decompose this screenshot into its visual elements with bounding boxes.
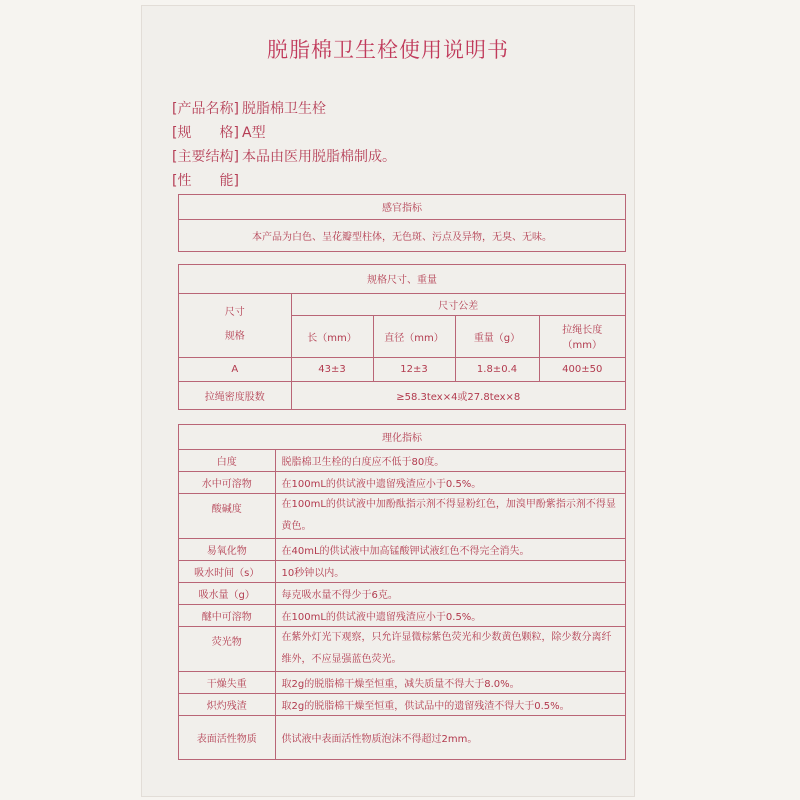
row-text: 在100mL的供试液中加酚酞指示剂不得显粉红色，加溴甲酚紫指示剂不得显黄色。 bbox=[275, 493, 625, 538]
info-label: [产品名称] bbox=[172, 101, 239, 117]
row-name: 水中可溶物 bbox=[179, 471, 275, 493]
row-text: 10秒钟以内。 bbox=[275, 560, 625, 582]
physchem-box bbox=[178, 424, 626, 760]
row-name: 易氧化物 bbox=[179, 538, 275, 560]
row-name: 白度 bbox=[179, 449, 275, 471]
row-text: 脱脂棉卫生栓的白度应不低于80度。 bbox=[275, 449, 625, 471]
row-text: 取2g的脱脂棉干燥至恒重，供试品中的遗留残渣不得大于0.5%。 bbox=[275, 693, 625, 715]
row-text: 在40mL的供试液中加高锰酸钾试液红色不得完全消失。 bbox=[275, 538, 625, 560]
row-text: 在100mL的供试液中遗留残渣应小于0.5%。 bbox=[275, 471, 625, 493]
row-name: 干燥失重 bbox=[179, 671, 275, 693]
row-name: 酸碱度 bbox=[179, 493, 275, 538]
spec-title: 规格尺寸、重量 bbox=[179, 265, 625, 293]
document-title: 脱脂棉卫生栓使用说明书 bbox=[267, 38, 509, 62]
row-name: 炽灼残渣 bbox=[179, 693, 275, 715]
row-name: 荧光物 bbox=[179, 626, 275, 671]
density-value: ≥58.3tex×4或27.8tex×8 bbox=[291, 381, 625, 409]
row-label-a: A bbox=[179, 357, 291, 381]
info-label: [性 能] bbox=[172, 173, 239, 189]
row-header-spec: 规格 bbox=[224, 331, 245, 342]
spec-row-header bbox=[179, 293, 291, 357]
row-name: 表面活性物质 bbox=[179, 715, 275, 759]
info-spec bbox=[172, 122, 266, 142]
tolerance-header: 尺寸公差 bbox=[291, 293, 625, 315]
row-text: 每克吸水量不得少于6克。 bbox=[275, 582, 625, 604]
row-text: 在紫外灯光下观察，只允许显微棕紫色荧光和少数黄色颗粒，除少数分离纤维外，不应显强蓝色荧光。 bbox=[275, 626, 625, 671]
value-weight: 1.8±0.4 bbox=[455, 357, 539, 381]
info-structure bbox=[172, 146, 396, 166]
info-performance bbox=[172, 170, 242, 190]
info-label: [规 格] bbox=[172, 125, 239, 141]
info-value: 脱脂棉卫生栓 bbox=[242, 101, 326, 117]
col-length: 长（mm） bbox=[291, 315, 373, 357]
col-string-length: 拉绳长度（mm） bbox=[539, 315, 625, 357]
instruction-sheet bbox=[142, 6, 634, 796]
sensory-box bbox=[178, 194, 626, 252]
row-name: 吸水量（g） bbox=[179, 582, 275, 604]
info-product-name bbox=[172, 98, 326, 118]
row-text: 取2g的脱脂棉干燥至恒重，减失质量不得大于8.0%。 bbox=[275, 671, 625, 693]
density-label: 拉绳密度股数 bbox=[179, 381, 291, 409]
sensory-text: 本产品为白色、呈花瓣型柱体，无色斑、污点及异物，无臭、无味。 bbox=[252, 231, 552, 243]
spec-box bbox=[178, 264, 626, 410]
info-label: [主要结构] bbox=[172, 149, 239, 165]
physchem-title: 理化指标 bbox=[179, 425, 625, 449]
row-header-size: 尺寸 bbox=[224, 307, 245, 318]
info-value: 本品由医用脱脂棉制成。 bbox=[242, 149, 396, 165]
value-length: 43±3 bbox=[291, 357, 373, 381]
col-weight: 重量（g） bbox=[455, 315, 539, 357]
info-value: A型 bbox=[242, 125, 266, 141]
row-name: 醚中可溶物 bbox=[179, 604, 275, 626]
value-string-length: 400±50 bbox=[539, 357, 625, 381]
row-text: 在100mL的供试液中遗留残渣应小于0.5%。 bbox=[275, 604, 625, 626]
row-text: 供试液中表面活性物质泡沫不得超过2mm。 bbox=[275, 715, 625, 759]
col-diameter: 直径（mm） bbox=[373, 315, 455, 357]
sensory-title: 感官指标 bbox=[179, 195, 625, 219]
row-name: 吸水时间（s） bbox=[179, 560, 275, 582]
value-diameter: 12±3 bbox=[373, 357, 455, 381]
